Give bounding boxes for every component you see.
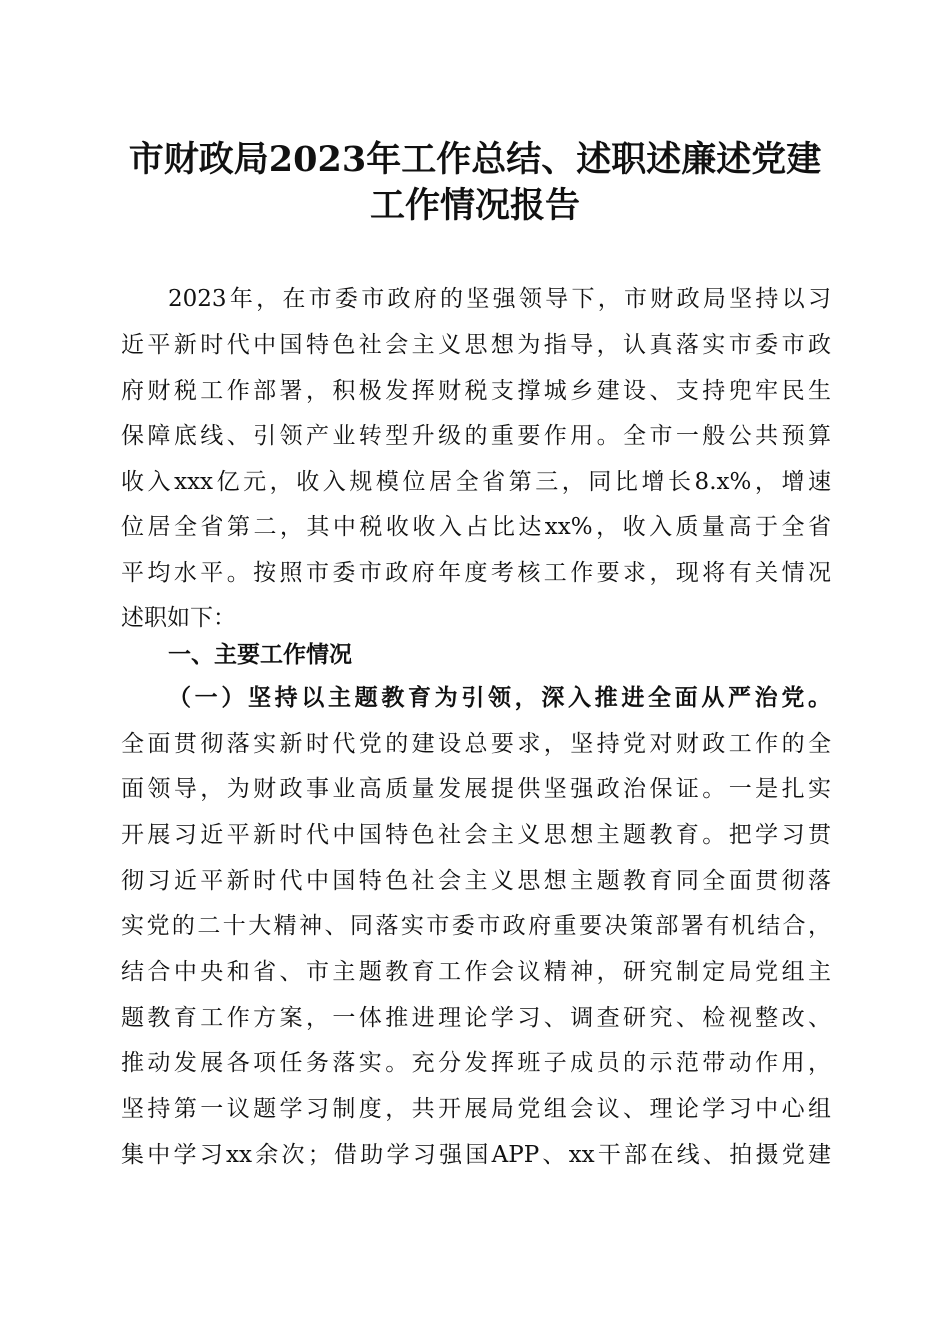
body-paragraph-line: 全面贯彻落实新时代党的建设总要求，坚持党对财政工作的全 bbox=[121, 731, 831, 757]
body-paragraph-line: 结合中央和省、市主题教育工作会议精神，研究制定局党组主 bbox=[121, 959, 831, 985]
body-paragraph-line: 实党的二十大精神、同落实市委市政府重要决策部署有机结合， bbox=[121, 913, 831, 939]
intro-paragraph-line: 收入xxx亿元，收入规模位居全省第三，同比增长8.x%，增速 bbox=[121, 469, 831, 495]
document-title-line-1: 市财政局2023年工作总结、述职述廉述党建 bbox=[128, 139, 822, 180]
subsection-heading: （一）坚持以主题教育为引领，深入推进全面从严治党。 bbox=[168, 685, 831, 711]
intro-paragraph-line: 近平新时代中国特色社会主义思想为指导，认真落实市委市政 bbox=[121, 332, 831, 358]
intro-paragraph-line: 述职如下： bbox=[121, 605, 236, 631]
intro-paragraph-line: 保障底线、引领产业转型升级的重要作用。全市一般公共预算 bbox=[121, 423, 831, 449]
intro-paragraph-line: 位居全省第二，其中税收收入占比达xx%，收入质量高于全省 bbox=[121, 514, 831, 540]
body-paragraph-line: 题教育工作方案，一体推进理论学习、调查研究、检视整改、 bbox=[121, 1005, 831, 1031]
body-paragraph-line: 彻习近平新时代中国特色社会主义思想主题教育同全面贯彻落 bbox=[121, 868, 831, 894]
body-paragraph-line: 面领导，为财政事业高质量发展提供坚强政治保证。一是扎实 bbox=[121, 776, 831, 802]
intro-paragraph-line: 2023年，在市委市政府的坚强领导下，市财政局坚持以习 bbox=[168, 286, 831, 312]
document-title-line-2: 工作情况报告 bbox=[369, 185, 580, 226]
section-heading: 一、主要工作情况 bbox=[168, 642, 352, 668]
body-paragraph-line: 坚持第一议题学习制度，共开展局党组会议、理论学习中心组 bbox=[121, 1096, 831, 1122]
body-paragraph-line: 集中学习xx余次；借助学习强国APP、xx干部在线、拍摄党建 bbox=[121, 1142, 831, 1168]
intro-paragraph-line: 平均水平。按照市委市政府年度考核工作要求，现将有关情况 bbox=[121, 560, 831, 586]
body-paragraph-line: 推动发展各项任务落实。充分发挥班子成员的示范带动作用， bbox=[121, 1050, 831, 1076]
intro-paragraph-line: 府财税工作部署，积极发挥财税支撑城乡建设、支持兜牢民生 bbox=[121, 378, 831, 404]
body-paragraph-line: 开展习近平新时代中国特色社会主义思想主题教育。把学习贯 bbox=[121, 822, 831, 848]
